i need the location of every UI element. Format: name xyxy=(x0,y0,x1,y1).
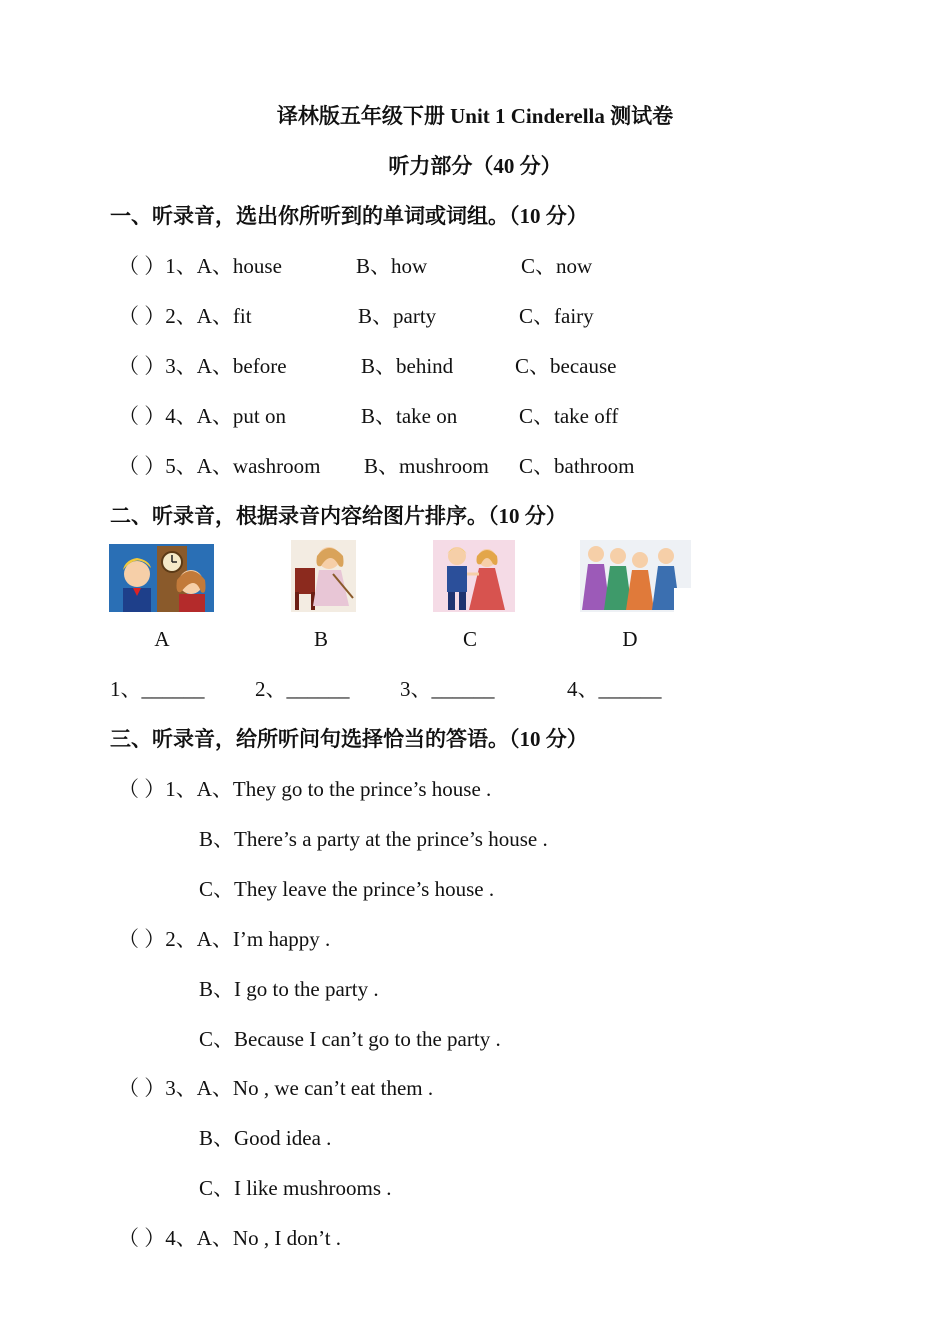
part3-q4-option-a: （ ）4、A、No , I don’t . xyxy=(118,1226,342,1250)
picture-a xyxy=(109,544,214,612)
picture-b xyxy=(291,540,356,612)
option-c: C、take off xyxy=(519,404,619,428)
part3-q1-option-a: （ ）1、A、They go to the prince’s house . xyxy=(118,777,492,801)
option-a: （ ）5、A、washroom xyxy=(118,454,321,478)
section-subtitle: 听力部分（40 分） xyxy=(388,154,562,178)
option-a: （ ）1、A、house xyxy=(118,254,282,278)
picture-c xyxy=(433,540,515,612)
part3-q2-option-a: （ ）2、A、I’m happy . xyxy=(118,927,331,951)
part3-q2-option-b: B、I go to the party . xyxy=(199,977,379,1001)
option-c: C、now xyxy=(521,254,593,278)
part3-q1-option-b: B、There’s a party at the prince’s house . xyxy=(199,827,548,851)
part3-q3-option-a: （ ）3、A、No , we can’t eat them . xyxy=(118,1076,434,1100)
picture-d-label: D xyxy=(622,627,638,651)
part1-heading: 一、听录音，选出你所听到的单词或词组。（10 分） xyxy=(110,204,588,228)
page-title: 译林版五年级下册 Unit 1 Cinderella 测试卷 xyxy=(276,104,674,128)
option-c: C、fairy xyxy=(519,304,594,328)
part3-q3-option-c: C、I like mushrooms . xyxy=(199,1176,392,1200)
part3-q1-option-c: C、They leave the prince’s house . xyxy=(199,877,495,901)
picture-a-label: A xyxy=(154,627,170,651)
option-b: B、party xyxy=(358,304,437,328)
picture-b-label: B xyxy=(313,627,328,651)
part3-q2-option-c: C、Because I can’t go to the party . xyxy=(199,1027,501,1051)
option-b: B、mushroom xyxy=(364,454,489,478)
blank-2[interactable]: 2、______ xyxy=(255,677,350,701)
picture-c-label: C xyxy=(462,627,477,651)
blank-1[interactable]: 1、______ xyxy=(110,677,205,701)
blank-4[interactable]: 4、______ xyxy=(567,677,662,701)
option-a: （ ）4、A、put on xyxy=(118,404,286,428)
blank-3[interactable]: 3、______ xyxy=(400,677,495,701)
part2-heading: 二、听录音，根据录音内容给图片排序。（10 分） xyxy=(110,504,567,528)
option-c: C、bathroom xyxy=(519,454,635,478)
part3-q3-option-b: B、Good idea . xyxy=(199,1126,332,1150)
picture-d xyxy=(580,540,691,612)
option-b: B、behind xyxy=(361,354,454,378)
part3-heading: 三、听录音，给所听问句选择恰当的答语。（10 分） xyxy=(110,727,588,751)
option-c: C、because xyxy=(515,354,617,378)
option-b: B、take on xyxy=(361,404,458,428)
option-a: （ ）3、A、before xyxy=(118,354,287,378)
option-b: B、how xyxy=(356,254,428,278)
option-a: （ ）2、A、fit xyxy=(118,304,252,328)
